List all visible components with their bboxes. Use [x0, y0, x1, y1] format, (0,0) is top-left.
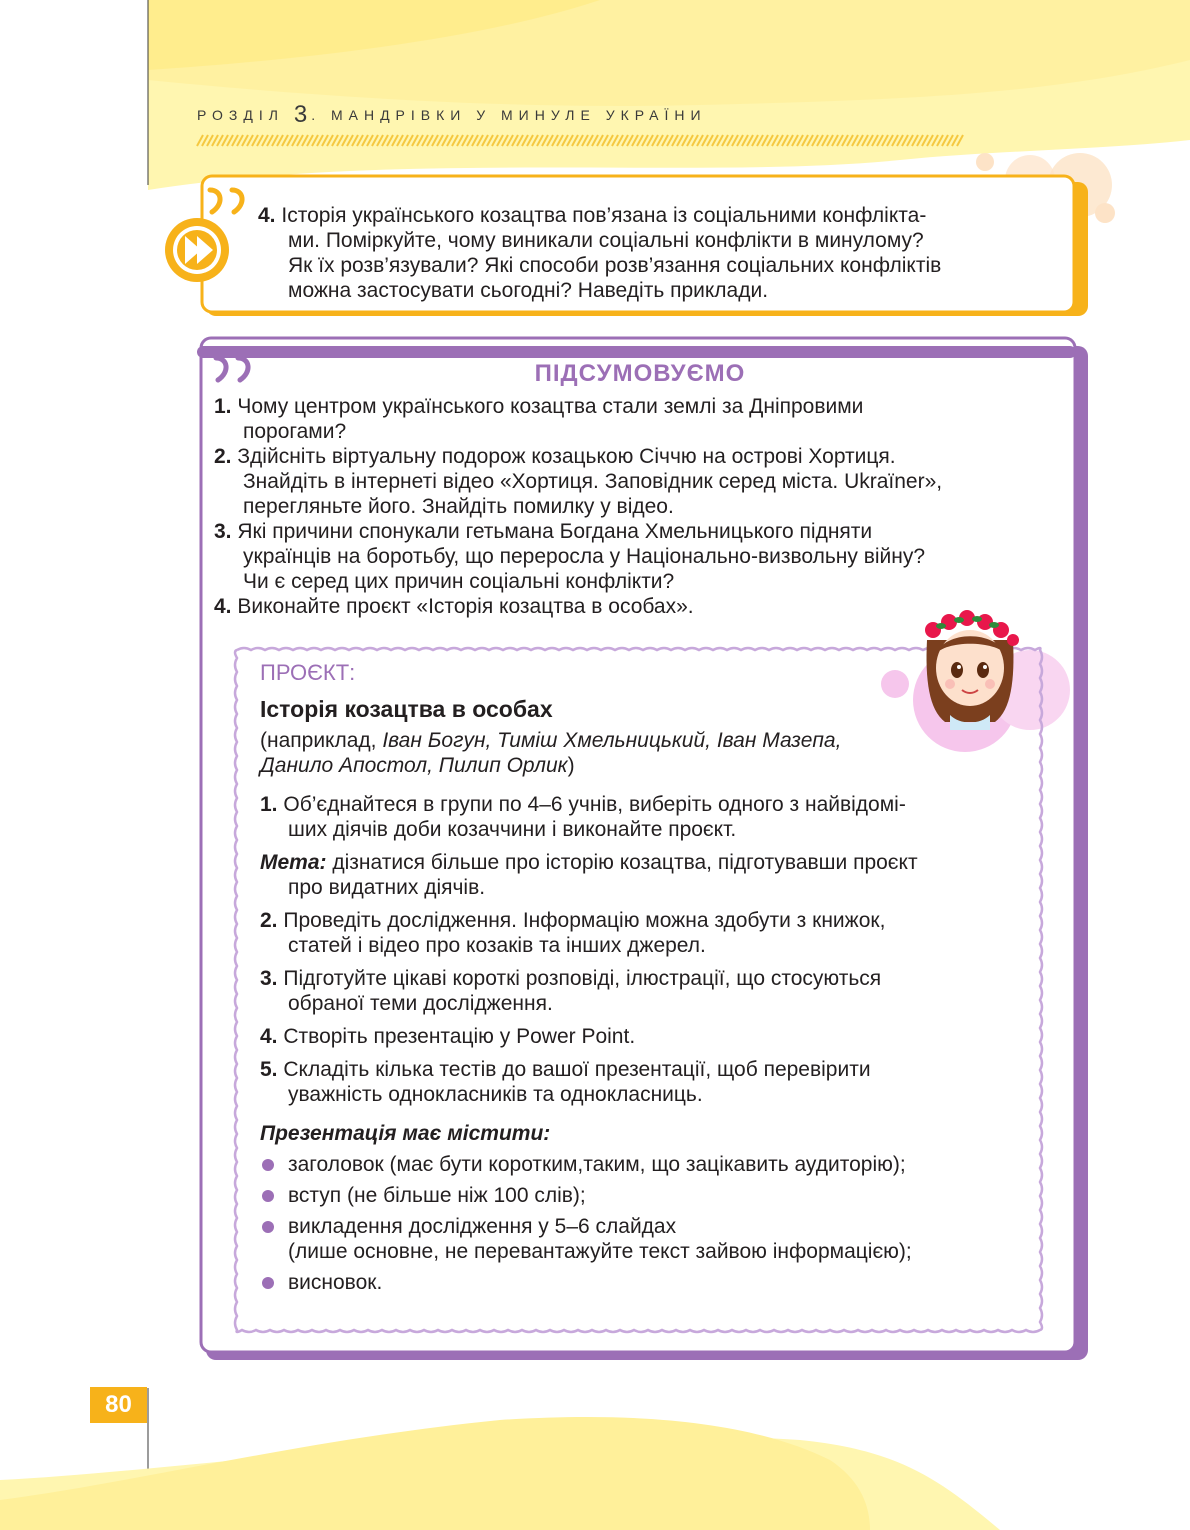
step-number: 4.: [260, 1025, 278, 1048]
bullet-item: [260, 1183, 1040, 1208]
goal-line: дізнатися більше про історію козацтва, підготувавши проєкт: [326, 851, 918, 874]
project-step: [260, 792, 1040, 842]
question-item: [214, 444, 1064, 519]
project-title: Історія козацтва в особах: [260, 696, 553, 722]
summary-title: ПІДСУМОВУЄМО: [534, 360, 746, 387]
task-line: ми. Поміркуйте, чому виникали соціальні конфлікти в минулому?: [288, 229, 924, 252]
project-goal: [260, 850, 1040, 900]
project-step: [260, 908, 1040, 958]
question-line: порогами?: [243, 420, 347, 443]
question-line: Які причини спонукали гетьмана Богдана Хмельницького підняти: [237, 520, 873, 543]
question-item: [214, 394, 1064, 444]
bullet-text: вступ (не більше ніж 100 слів);: [288, 1184, 586, 1207]
bullet-item: [260, 1270, 1040, 1295]
task-number: 4.: [258, 204, 276, 227]
play-arrow-icon: [163, 216, 231, 284]
task-4: [258, 203, 1058, 303]
bullet-dot-icon: [262, 1277, 274, 1289]
step-number: 1.: [260, 793, 278, 816]
project-label: ПРОЄКТ:: [260, 660, 356, 685]
step-line: Підготуйте цікаві короткі розповіді, ілюстрації, що стосуються: [283, 967, 882, 990]
question-number: 2.: [214, 445, 232, 468]
bullet-text: (лише основне, не перевантажуйте текст зайвою інформацією);: [288, 1240, 912, 1263]
step-line: обраної теми дослідження.: [288, 992, 553, 1015]
question-number: 3.: [214, 520, 232, 543]
project-step: [260, 1024, 1040, 1049]
step-line: Створіть презентацію у Power Point.: [283, 1025, 636, 1048]
bullet-dot-icon: [262, 1190, 274, 1202]
step-line: уважність однокласників та однокласниць.: [288, 1083, 703, 1106]
step-line: Проведіть дослідження. Інформацію можна здобути з книжок,: [283, 909, 886, 932]
question-item: [214, 519, 1064, 594]
question-line: перегляньте його. Знайдіть помилку у відео.: [243, 495, 674, 518]
bullet-list: [260, 1152, 1040, 1295]
question-line: українців на боротьбу, що переросла у Національно-визвольну війну?: [243, 545, 926, 568]
chapter-title: . МАНДРІВКИ У МИНУЛЕ УКРАЇНИ: [311, 107, 707, 123]
example-names: Іван Богун, Тиміш Хмельницький, Іван Мазепа,: [382, 729, 842, 752]
chapter-number: 3: [293, 101, 312, 128]
question-line: Виконайте проєкт «Історія козацтва в особах».: [237, 595, 694, 618]
question-line: Здійсніть віртуальну подорож козацькою Січчю на острові Хортиця.: [237, 445, 896, 468]
question-line: Чи є серед цих причин соціальні конфлікти?: [243, 570, 675, 593]
project-step: [260, 1057, 1040, 1107]
question-line: Знайдіть в інтернеті відео «Хортиця. Заповідник серед міста. Ukraїner»,: [243, 470, 943, 493]
bullet-item: [260, 1214, 1040, 1264]
step-line: статей і відео про козаків та інших джерел.: [288, 934, 706, 957]
goal-label: Мета:: [260, 851, 327, 874]
bullet-text: викладення дослідження у 5–6 слайдах: [288, 1215, 677, 1238]
must-contain-heading: [260, 1121, 1040, 1146]
example-names: Данило Апостол, Пилип Орлик: [260, 754, 568, 777]
bullet-item: [260, 1152, 1040, 1177]
goal-line: про видатних діячів.: [288, 876, 486, 899]
question-number: 4.: [214, 595, 232, 618]
step-number: 2.: [260, 909, 278, 932]
must-contain-label: Презентація має містити:: [260, 1122, 551, 1145]
bullet-text: заголовок (має бути коротким,таким, що зацікавить аудиторію);: [288, 1153, 906, 1176]
question-number: 1.: [214, 395, 232, 418]
step-line: Об’єднайтеся в групи по 4–6 учнів, виберіть одного з найвідомі-: [283, 793, 906, 816]
project-block: [260, 660, 1040, 1295]
project-examples: [260, 728, 1040, 778]
step-number: 5.: [260, 1058, 278, 1081]
task-line: можна застосувати сьогодні? Наведіть приклади.: [288, 279, 769, 302]
chapter-header: [197, 101, 707, 129]
task-line: Історія українського козацтва пов’язана із соціальними конфлікта-: [281, 204, 927, 227]
example-suffix: ): [567, 754, 575, 777]
bullet-dot-icon: [262, 1159, 274, 1171]
bullet-text: висновок.: [288, 1271, 383, 1294]
task-line: Як їх розв’язували? Які способи розв’язання соціальних конфліктів: [288, 254, 942, 277]
example-prefix: (наприклад,: [260, 729, 383, 752]
step-line: ших діячів доби козаччини і виконайте проєкт.: [288, 818, 737, 841]
chapter-label: РОЗДІЛ: [197, 107, 284, 123]
summary-questions: [214, 394, 1064, 619]
page-number: 80: [90, 1387, 147, 1423]
bullet-dot-icon: [262, 1221, 274, 1233]
step-line: Складіть кілька тестів до вашої презентації, щоб перевірити: [283, 1058, 871, 1081]
step-number: 3.: [260, 967, 278, 990]
project-step: [260, 966, 1040, 1016]
question-line: Чому центром українського козацтва стали землі за Дніпровими: [237, 395, 864, 418]
